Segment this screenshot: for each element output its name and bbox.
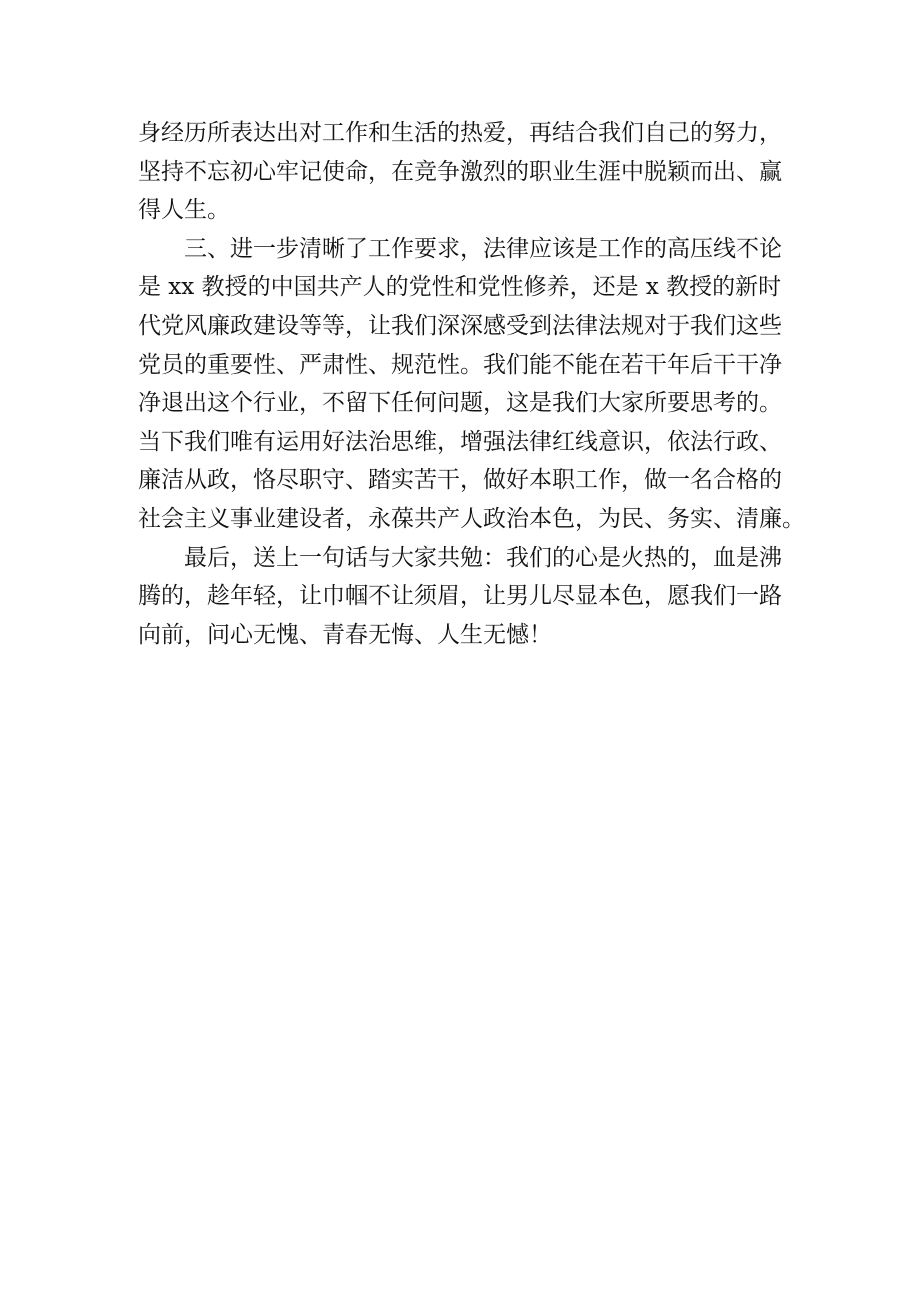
document-body xyxy=(138,114,805,654)
paragraph-3 xyxy=(138,539,788,655)
text-line: 腾的，趁年轻，让巾帼不让须眉，让男儿尽显本色，愿我们一路 xyxy=(138,583,782,610)
text-line: 党员的重要性、严肃性、规范性。我们能不能在若干年后干干净 xyxy=(138,351,782,378)
text-line: 坚持不忘初心牢记使命，在竞争激烈的职业生涯中脱颖而出、赢 xyxy=(138,158,782,185)
text-line: 当下我们唯有运用好法治思维，增强法律红线意识，依法行政、 xyxy=(138,428,782,455)
text-line: 是 xx 教授的中国共产人的党性和党性修养，还是 x 教授的新时 xyxy=(138,274,782,301)
text-line: 向前，问心无愧、青春无悔、人生无憾！ xyxy=(138,621,552,648)
paragraph-1 xyxy=(138,114,788,230)
text-line: 身经历所表达出对工作和生活的热爱，再结合我们自己的努力， xyxy=(138,120,782,146)
text-line: 最后，送上一句话与大家共勉：我们的心是火热的，血是沸 xyxy=(184,544,782,571)
text-line: 社会主义事业建设者，永葆共产人政治本色，为民、务实、清廉。 xyxy=(138,505,805,532)
paragraph-2 xyxy=(138,230,805,539)
text-line: 三、进一步清晰了工作要求，法律应该是工作的高压线不论 xyxy=(184,235,782,262)
text-line: 代党风廉政建设等等，让我们深深感受到法律法规对于我们这些 xyxy=(138,312,782,339)
text-line: 得人生。 xyxy=(138,197,230,224)
text-line: 廉洁从政，恪尽职守、踏实苦干，做好本职工作，做一名合格的 xyxy=(138,467,782,494)
text-line: 净退出这个行业，不留下任何问题，这是我们大家所要思考的。 xyxy=(138,390,782,417)
